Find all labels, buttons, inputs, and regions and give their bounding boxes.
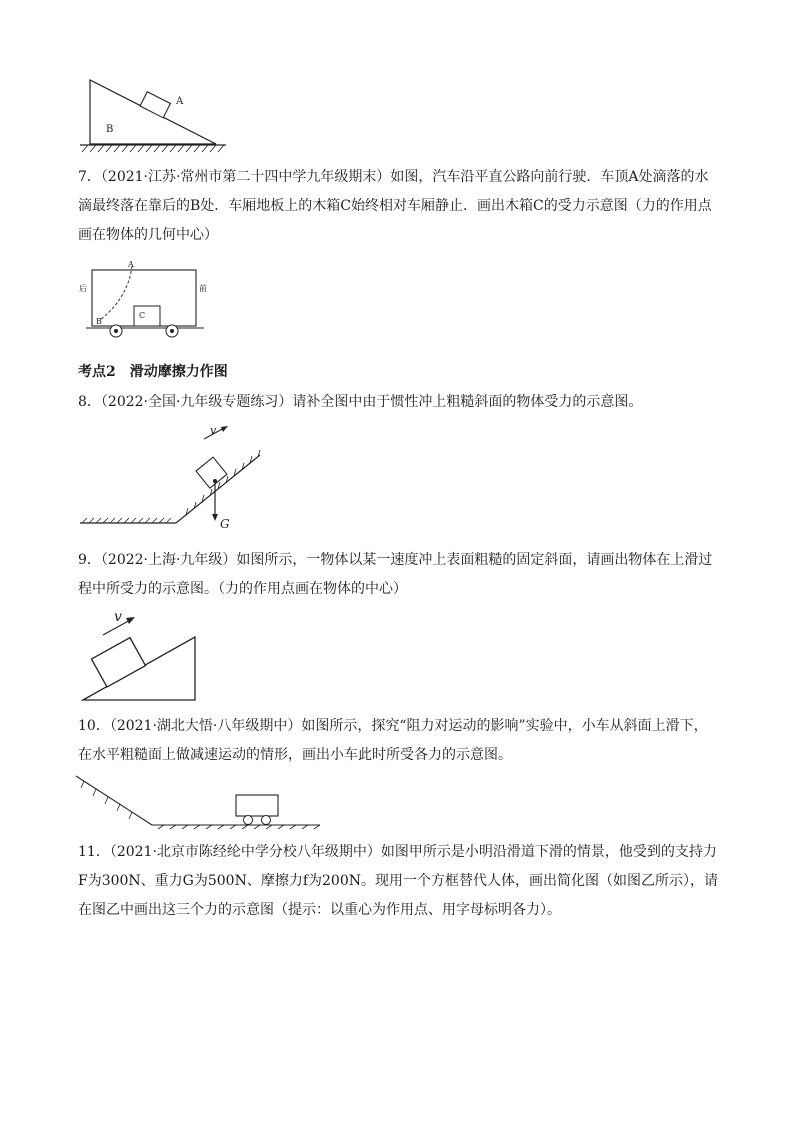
wheel-front bbox=[166, 325, 178, 337]
label-b: B bbox=[96, 317, 102, 326]
question-10-text: 10．（2021·湖北大悟·八年级期中）如图所示，探究“阻力对运动的影响”实验中，小车从斜面上滑下，在水平粗糙面上做减速运动的情形，画出小车此时所受各力的示意图。 bbox=[78, 718, 708, 763]
label-a: A bbox=[128, 260, 134, 269]
label-a: A bbox=[176, 96, 184, 107]
block-a bbox=[140, 92, 170, 118]
incline-figure-q8 bbox=[78, 425, 268, 535]
ground-hatching bbox=[158, 825, 320, 829]
box-c bbox=[134, 306, 160, 326]
section-2-title: 考点2 滑动摩擦力作图 bbox=[78, 364, 228, 380]
label-g: G bbox=[220, 517, 230, 531]
car-figure bbox=[78, 256, 208, 338]
ramp-hatching bbox=[81, 781, 132, 819]
label-v: v bbox=[114, 609, 122, 625]
label-front: 前 bbox=[199, 284, 207, 293]
label-rear: 后 bbox=[79, 284, 87, 293]
label-c: C bbox=[139, 311, 146, 320]
wheel-rear bbox=[110, 325, 122, 337]
cart-body bbox=[236, 795, 278, 816]
ground-hatching bbox=[82, 145, 224, 152]
question-9-text: 9．（2022·上海·九年级）如图所示，一物体以某一速度冲上表面粗糙的固定斜面，请画出物体在上滑过程中所受力的示意图。（力的作用点画在物体的中心） bbox=[78, 552, 713, 597]
cart-wheel-left bbox=[244, 816, 253, 825]
question-11-text: 11．（2021·北京市陈经纶中学分校八年级期中）如图甲所示是小明沿滑道下滑的情景，他受到的支持力F为300N、重力G为500N、摩擦力f为200N。现用一个方框替代人体，画出简化图（如图乙所示），请在图乙中画出这三个力的示意图（提示：以重心为作用点、用字母标明各力）。 bbox=[78, 844, 718, 918]
ground-hatching bbox=[82, 518, 171, 523]
label-v: v bbox=[210, 425, 217, 437]
incline-figure-top bbox=[78, 70, 228, 156]
incline-figure-q9 bbox=[80, 605, 200, 703]
label-b: B bbox=[106, 124, 114, 135]
question-8-text: 8．（2022·全国·九年级专题练习）请补全图中由于惯性冲上粗糙斜面的物体受力的示意图。 bbox=[78, 394, 643, 410]
block bbox=[91, 638, 145, 687]
cart-wheel-right bbox=[262, 816, 271, 825]
question-7-text: 7．（2021·江苏·常州市第二十四中学九年级期末）如图，汽车沿平直公路向前行驶．车顶A处滴落的水滴最终落在靠后的B处．车厢地板上的木箱C始终相对车厢静止．画出木箱C的受力示意图（力的作用点画在物体的几何中心） bbox=[78, 169, 712, 243]
block bbox=[196, 457, 227, 488]
ramp-cart-figure bbox=[72, 770, 322, 830]
droplet-path bbox=[100, 266, 132, 320]
